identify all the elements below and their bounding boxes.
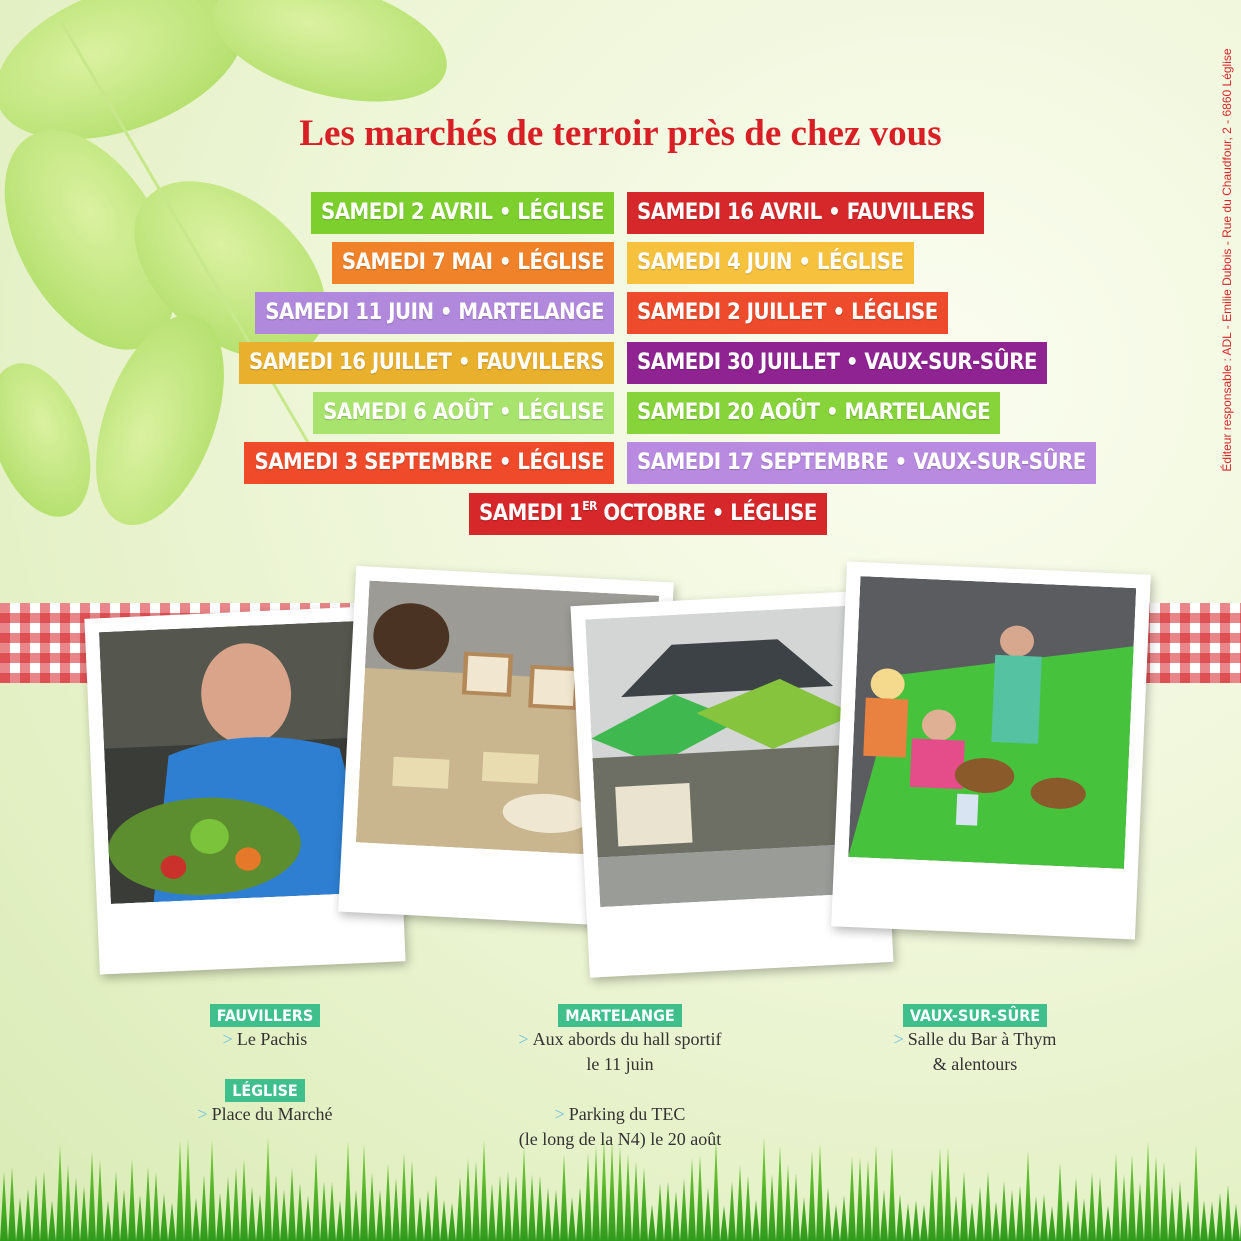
location-name: VAUX-SUR-SÛRE <box>903 1004 1047 1027</box>
location-address: > Le Pachis <box>222 1029 308 1049</box>
date-badge: SAMEDI 7 MAI • LÉGLISE <box>332 242 614 284</box>
date-badge: SAMEDI 20 AOÛT • MARTELANGE <box>627 392 1000 434</box>
chevron-icon: > <box>197 1104 208 1124</box>
location-leglise <box>165 1079 365 1127</box>
chevron-icon: > <box>222 1029 233 1049</box>
date-badge-last: SAMEDI 1ER OCTOBRE • LÉGLISE <box>469 493 827 535</box>
date-badge: SAMEDI 16 JUILLET • FAUVILLERS <box>239 342 614 384</box>
location-name: LÉGLISE <box>225 1079 305 1102</box>
grass-decoration <box>0 1131 1241 1241</box>
location-address: > Salle du Bar à Thym <box>893 1029 1057 1049</box>
date-badge: SAMEDI 6 AOÛT • LÉGLISE <box>313 392 614 434</box>
chevron-icon: > <box>518 1029 529 1049</box>
location-address: > Aux abords du hall sportif <box>518 1029 722 1049</box>
date-badge: SAMEDI 2 JUILLET • LÉGLISE <box>627 292 948 334</box>
date-badge: SAMEDI 2 AVRIL • LÉGLISE <box>311 192 614 234</box>
chevron-icon: > <box>554 1104 565 1124</box>
location-address: (le long de la N4) le 20 août <box>518 1129 722 1149</box>
location-address: > Parking du TEC <box>554 1104 686 1124</box>
chevron-icon: > <box>893 1029 904 1049</box>
publisher-credit: Éditeur responsable : ADL - Emilie Dubois - Rue du Chaudfour, 2 - 6860 Léglise <box>1220 48 1234 472</box>
location-name: FAUVILLERS <box>210 1004 320 1027</box>
date-badge: SAMEDI 16 AVRIL • FAUVILLERS <box>627 192 984 234</box>
location-address: > Place du Marché <box>197 1104 333 1124</box>
date-badge: SAMEDI 3 SEPTEMBRE • LÉGLISE <box>244 442 614 484</box>
date-badge: SAMEDI 11 JUIN • MARTELANGE <box>255 292 614 334</box>
location-vaux-sur-sure <box>855 1004 1095 1077</box>
date-badge: SAMEDI 17 SEPTEMBRE • VAUX-SUR-SÛRE <box>627 442 1096 484</box>
children-apples-photo <box>848 576 1136 869</box>
date-badge: SAMEDI 4 JUIN • LÉGLISE <box>627 242 914 284</box>
market-tents-photo <box>585 605 876 907</box>
location-martelange <box>470 1004 770 1152</box>
date-badge: SAMEDI 30 JUILLET • VAUX-SUR-SÛRE <box>627 342 1047 384</box>
photo-children-apples <box>831 562 1151 940</box>
location-name: MARTELANGE <box>558 1004 682 1027</box>
location-fauvillers <box>165 1004 365 1052</box>
location-address: le 11 juin <box>586 1054 654 1074</box>
location-address: & alentours <box>932 1054 1018 1074</box>
page-title: Les marchés de terroir près de chez vous <box>299 113 942 154</box>
